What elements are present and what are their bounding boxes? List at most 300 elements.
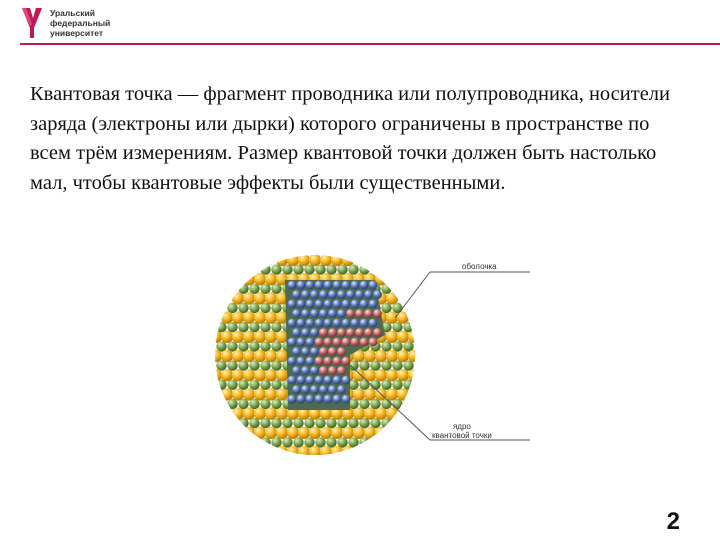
core-atom-red (337, 366, 346, 375)
core-atom-blue (310, 328, 319, 337)
core-atom-blue (319, 290, 328, 299)
shell-atom-yellow (353, 388, 365, 400)
core-atom-blue (292, 347, 301, 356)
core-atom-blue (297, 376, 306, 385)
shell-atom-green (326, 437, 336, 447)
shell-atom-yellow (397, 369, 409, 381)
core-atom-red (328, 366, 337, 375)
shell-atom-green (227, 380, 237, 390)
shell-atom-green (403, 341, 413, 351)
shell-atom-yellow (243, 407, 255, 419)
shell-atom-yellow (232, 292, 244, 304)
core-atom-blue (369, 300, 378, 309)
shell-atom-yellow (287, 254, 299, 266)
shell-atom-yellow (265, 388, 277, 400)
core-atom-blue (342, 281, 351, 290)
shell-atom-green (238, 303, 248, 313)
shell-atom-yellow (397, 388, 409, 400)
core-atom-blue (319, 309, 328, 318)
shell-atom-yellow (243, 369, 255, 381)
shell-atom-yellow (364, 388, 376, 400)
core-atom-red (337, 328, 346, 337)
shell-atom-yellow (386, 388, 398, 400)
shell-atom-green (249, 341, 259, 351)
shell-atom-green (260, 418, 270, 428)
shell-atom-green (271, 360, 281, 370)
shell-atom-yellow (408, 350, 420, 362)
shell-atom-green (293, 418, 303, 428)
core-atom-blue (333, 395, 342, 404)
core-atom-blue (310, 366, 319, 375)
logo-line-2: федеральный (50, 18, 111, 28)
shell-atom-green (293, 264, 303, 274)
core-atom-blue (351, 300, 360, 309)
core-atom-blue (306, 281, 315, 290)
shell-atom-yellow (320, 427, 332, 439)
shell-atom-green (227, 360, 237, 370)
shell-atom-yellow (342, 254, 354, 266)
shell-atom-yellow (386, 350, 398, 362)
shell-atom-green (403, 380, 413, 390)
core-atom-blue (337, 290, 346, 299)
core-atom-red (319, 347, 328, 356)
shell-atom-green (359, 418, 369, 428)
core-atom-blue (301, 366, 310, 375)
shell-atom-green (260, 303, 270, 313)
shell-atom-green (403, 360, 413, 370)
shell-atom-green (304, 437, 314, 447)
shell-atom-green (227, 322, 237, 332)
core-atom-blue (324, 281, 333, 290)
shell-atom-green (359, 399, 369, 409)
core-atom-blue (306, 338, 315, 347)
core-atom-red (324, 338, 333, 347)
shell-atom-green (271, 284, 281, 294)
urfu-logo-icon (20, 6, 44, 40)
shell-atom-yellow (221, 331, 233, 343)
shell-atom-yellow (397, 350, 409, 362)
shell-atom-green (359, 360, 369, 370)
core-atom-blue (288, 338, 297, 347)
shell-atom-yellow (221, 350, 233, 362)
shell-atom-yellow (243, 273, 255, 285)
shell-atom-yellow (408, 331, 420, 343)
core-atom-blue (306, 376, 315, 385)
core-atom-blue (297, 300, 306, 309)
shell-atom-yellow (375, 407, 387, 419)
core-atom-blue (306, 300, 315, 309)
shell-atom-green (238, 399, 248, 409)
shell-atom-yellow (265, 273, 277, 285)
shell-atom-green (260, 341, 270, 351)
core-atom-blue (324, 300, 333, 309)
core-atom-blue (306, 319, 315, 328)
shell-atom-yellow (265, 369, 277, 381)
shell-atom-yellow (221, 388, 233, 400)
core-atom-blue (292, 290, 301, 299)
shell-atom-green (304, 264, 314, 274)
shell-atom-yellow (265, 292, 277, 304)
core-atom-red (351, 338, 360, 347)
shell-atom-yellow (232, 350, 244, 362)
shell-atom-green (271, 437, 281, 447)
core-atom-blue (301, 309, 310, 318)
core-atom-red (364, 328, 373, 337)
shell-atom-yellow (276, 446, 288, 458)
shell-atom-green (249, 380, 259, 390)
shell-atom-yellow (298, 254, 310, 266)
core-atom-blue (301, 290, 310, 299)
core-atom-blue (324, 319, 333, 328)
shell-atom-yellow (309, 254, 321, 266)
shell-atom-yellow (210, 369, 222, 381)
shell-atom-green (260, 264, 270, 274)
core-atom-blue (328, 309, 337, 318)
core-atom-blue (342, 376, 351, 385)
shell-atom-green (381, 303, 391, 313)
core-atom-blue (351, 281, 360, 290)
shell-atom-green (370, 399, 380, 409)
shell-atom-yellow (298, 427, 310, 439)
core-atom-blue (355, 290, 364, 299)
shell-atom-green (348, 418, 358, 428)
shell-atom-yellow (243, 350, 255, 362)
shell-atom-green (392, 360, 402, 370)
core-atom-blue (373, 290, 382, 299)
shell-atom-yellow (386, 407, 398, 419)
shell-atom-green (392, 322, 402, 332)
shell-atom-green (260, 437, 270, 447)
shell-atom-green (238, 284, 248, 294)
shell-atom-green (304, 418, 314, 428)
shell-atom-green (227, 303, 237, 313)
core-atom-blue (360, 319, 369, 328)
shell-atom-yellow (254, 407, 266, 419)
core-atom-red (373, 328, 382, 337)
header-divider (20, 43, 720, 45)
core-atom-blue (333, 300, 342, 309)
shell-atom-yellow (276, 388, 288, 400)
shell-atom-yellow (364, 350, 376, 362)
core-atom-blue (310, 309, 319, 318)
core-atom-blue (315, 376, 324, 385)
core-atom-red (355, 309, 364, 318)
core-atom-red (315, 357, 324, 366)
shell-atom-green (260, 380, 270, 390)
shell-atom-green (392, 341, 402, 351)
shell-atom-green (315, 264, 325, 274)
shell-atom-yellow (243, 331, 255, 343)
core-atom-blue (297, 395, 306, 404)
shell-atom-green (216, 360, 226, 370)
core-atom-blue (319, 385, 328, 394)
shell-atom-yellow (232, 311, 244, 323)
shell-atom-yellow (276, 427, 288, 439)
shell-atom-yellow (243, 311, 255, 323)
core-atom-red (364, 309, 373, 318)
shell-atom-yellow (232, 331, 244, 343)
shell-atom-yellow (375, 350, 387, 362)
shell-atom-green (249, 322, 259, 332)
shell-atom-green (249, 399, 259, 409)
definition-paragraph: Квантовая точка — фрагмент проводника или полупроводника, носители заряда (электроны или дырки) которого ограничены в пространстве по всем трём измерениям. Размер квантовой точки должен быть настолько мал, чтобы квантовые эффекты были существенными. (30, 83, 671, 194)
core-atom-blue (324, 395, 333, 404)
shell-atom-yellow (287, 446, 299, 458)
core-atom-blue (337, 385, 346, 394)
shell-atom-green (216, 341, 226, 351)
shell-atom-green (260, 399, 270, 409)
shell-atom-green (249, 303, 259, 313)
core-atom-blue (333, 319, 342, 328)
core-atom-blue (297, 281, 306, 290)
shell-atom-yellow (375, 369, 387, 381)
shell-atom-green (381, 341, 391, 351)
shell-atom-green (249, 284, 259, 294)
core-atom-blue (297, 357, 306, 366)
shell-atom-green (392, 303, 402, 313)
core-atom-blue (342, 395, 351, 404)
shell-atom-green (348, 437, 358, 447)
core-atom-blue (306, 357, 315, 366)
shell-atom-green (249, 418, 259, 428)
shell-atom-yellow (276, 350, 288, 362)
core-atom-blue (369, 319, 378, 328)
core-atom-blue (369, 281, 378, 290)
shell-atom-yellow (254, 311, 266, 323)
shell-atom-green (392, 399, 402, 409)
core-atom-blue (288, 376, 297, 385)
core-atom-blue (288, 281, 297, 290)
shell-atom-yellow (232, 369, 244, 381)
shell-atom-green (326, 418, 336, 428)
core-atom-blue (360, 281, 369, 290)
shell-atom-yellow (287, 427, 299, 439)
core-atom-red (319, 366, 328, 375)
core-atom-blue (288, 300, 297, 309)
core-atom-blue (315, 395, 324, 404)
logo-line-1: Уральский (50, 8, 95, 18)
shell-atom-yellow (320, 446, 332, 458)
core-atom-red (342, 357, 351, 366)
core-atom-blue (301, 347, 310, 356)
core-atom-blue (292, 309, 301, 318)
shell-atom-yellow (276, 369, 288, 381)
shell-atom-green (359, 380, 369, 390)
core-atom-red (369, 338, 378, 347)
core-atom-blue (351, 319, 360, 328)
quantum-dot-figure (200, 240, 540, 470)
shell-atom-green (271, 322, 281, 332)
shell-atom-yellow (331, 446, 343, 458)
shell-atom-green (238, 341, 248, 351)
shell-atom-green (260, 284, 270, 294)
shell-atom-yellow (397, 331, 409, 343)
core-atom-blue (292, 328, 301, 337)
shell-atom-green (238, 418, 248, 428)
shell-atom-green (216, 380, 226, 390)
shell-pointer-line (395, 272, 430, 318)
shell-atom-green (337, 437, 347, 447)
core-atom-blue (297, 319, 306, 328)
core-atom-red (337, 347, 346, 356)
shell-atom-yellow (254, 273, 266, 285)
shell-atom-green (282, 418, 292, 428)
shell-atom-green (381, 360, 391, 370)
shell-atom-green (249, 360, 259, 370)
shell-atom-green (238, 322, 248, 332)
core-atom-blue (333, 376, 342, 385)
core-atom-blue (301, 328, 310, 337)
shell-atom-yellow (254, 369, 266, 381)
shell-atom-yellow (342, 427, 354, 439)
shell-atom-green (260, 322, 270, 332)
core-label (432, 422, 492, 440)
core-atom-blue (310, 385, 319, 394)
shell-atom-green (381, 380, 391, 390)
shell-atom-green (392, 380, 402, 390)
shell-atom-yellow (254, 388, 266, 400)
shell-atom-green (271, 303, 281, 313)
shell-atom-green (216, 322, 226, 332)
shell-atom-yellow (320, 254, 332, 266)
shell-atom-yellow (254, 427, 266, 439)
core-atom-blue (288, 319, 297, 328)
shell-atom-yellow (309, 446, 321, 458)
core-atom-red (319, 328, 328, 337)
shell-atom-green (271, 341, 281, 351)
shell-atom-green (381, 399, 391, 409)
shell-atom-yellow (342, 446, 354, 458)
core-atom-red (360, 338, 369, 347)
shell-atom-yellow (221, 369, 233, 381)
shell-atom-yellow (276, 407, 288, 419)
shell-atom-yellow (386, 292, 398, 304)
core-atom-blue (301, 385, 310, 394)
core-atom-blue (297, 338, 306, 347)
shell-atom-green (315, 437, 325, 447)
shell-atom-yellow (265, 311, 277, 323)
shell-atom-green (227, 341, 237, 351)
core-atom-red (342, 338, 351, 347)
shell-atom-yellow (232, 407, 244, 419)
shell-atom-yellow (210, 350, 222, 362)
core-atom-blue (328, 385, 337, 394)
shell-atom-green (282, 437, 292, 447)
shell-atom-green (348, 264, 358, 274)
logo-text (50, 8, 110, 38)
shell-atom-yellow (254, 292, 266, 304)
shell-atom-green (271, 418, 281, 428)
shell-atom-green (337, 418, 347, 428)
page-number: 2 (666, 508, 680, 535)
core-atom-blue (315, 300, 324, 309)
shell-atom-green (403, 322, 413, 332)
shell-atom-green (326, 264, 336, 274)
shell-atom-yellow (254, 331, 266, 343)
core-label-line-2: квантовой точки (432, 431, 492, 440)
shell-atom-green (227, 399, 237, 409)
shell-atom-yellow (243, 427, 255, 439)
core-atom-blue (310, 290, 319, 299)
core-atom-red (346, 328, 355, 337)
shell-atom-green (381, 284, 391, 294)
core-atom-red (328, 347, 337, 356)
shell-atom-yellow (221, 311, 233, 323)
shell-atom-yellow (364, 427, 376, 439)
shell-atom-yellow (265, 331, 277, 343)
shell-atom-green (260, 360, 270, 370)
core-atom-blue (360, 300, 369, 309)
core-atom-red (328, 328, 337, 337)
shell-atom-green (370, 360, 380, 370)
shell-atom-yellow (265, 407, 277, 419)
shell-atom-green (271, 264, 281, 274)
core-atom-blue (337, 309, 346, 318)
core-atom-blue (333, 281, 342, 290)
core-atom-blue (292, 366, 301, 375)
core-atom-blue (324, 376, 333, 385)
shell-atom-yellow (353, 427, 365, 439)
shell-atom-yellow (254, 350, 266, 362)
shell-atom-yellow (232, 388, 244, 400)
core-atom-red (333, 357, 342, 366)
shell-atom-yellow (265, 427, 277, 439)
core-atom-blue (364, 290, 373, 299)
core-atom-blue (315, 319, 324, 328)
shell-atom-green (238, 380, 248, 390)
shell-atom-yellow (298, 446, 310, 458)
shell-atom-yellow (265, 350, 277, 362)
core-atom-blue (288, 357, 297, 366)
core-atom-red (373, 309, 382, 318)
shell-atom-yellow (386, 369, 398, 381)
core-atom-blue (346, 290, 355, 299)
shell-atom-green (337, 264, 347, 274)
shell-atom-green (381, 418, 391, 428)
core-atom-blue (310, 347, 319, 356)
shell-atom-yellow (210, 331, 222, 343)
shell-atom-green (271, 399, 281, 409)
core-label-line-1: ядро (452, 422, 471, 431)
shell-atom-yellow (309, 427, 321, 439)
shell-atom-yellow (386, 331, 398, 343)
core-atom-red (346, 309, 355, 318)
shell-atom-green (282, 264, 292, 274)
core-atom-red (315, 338, 324, 347)
core-atom-blue (306, 395, 315, 404)
shell-atom-yellow (276, 254, 288, 266)
shell-atom-green (271, 380, 281, 390)
logo-line-3: университет (50, 28, 104, 38)
core-atom-red (333, 338, 342, 347)
shell-atom-yellow (331, 427, 343, 439)
core-atom-red (355, 328, 364, 337)
core-atom-blue (328, 290, 337, 299)
core-atom-blue (288, 395, 297, 404)
core-atom-red (324, 357, 333, 366)
shell-atom-yellow (375, 427, 387, 439)
shell-label: оболочка (462, 262, 497, 271)
shell-atom-yellow (353, 407, 365, 419)
shell-atom-green (293, 437, 303, 447)
shell-atom-yellow (243, 292, 255, 304)
shell-atom-yellow (386, 311, 398, 323)
shell-atom-yellow (408, 369, 420, 381)
university-logo (20, 6, 160, 42)
shell-atom-yellow (353, 369, 365, 381)
core-atom-blue (342, 319, 351, 328)
shell-atom-yellow (243, 388, 255, 400)
